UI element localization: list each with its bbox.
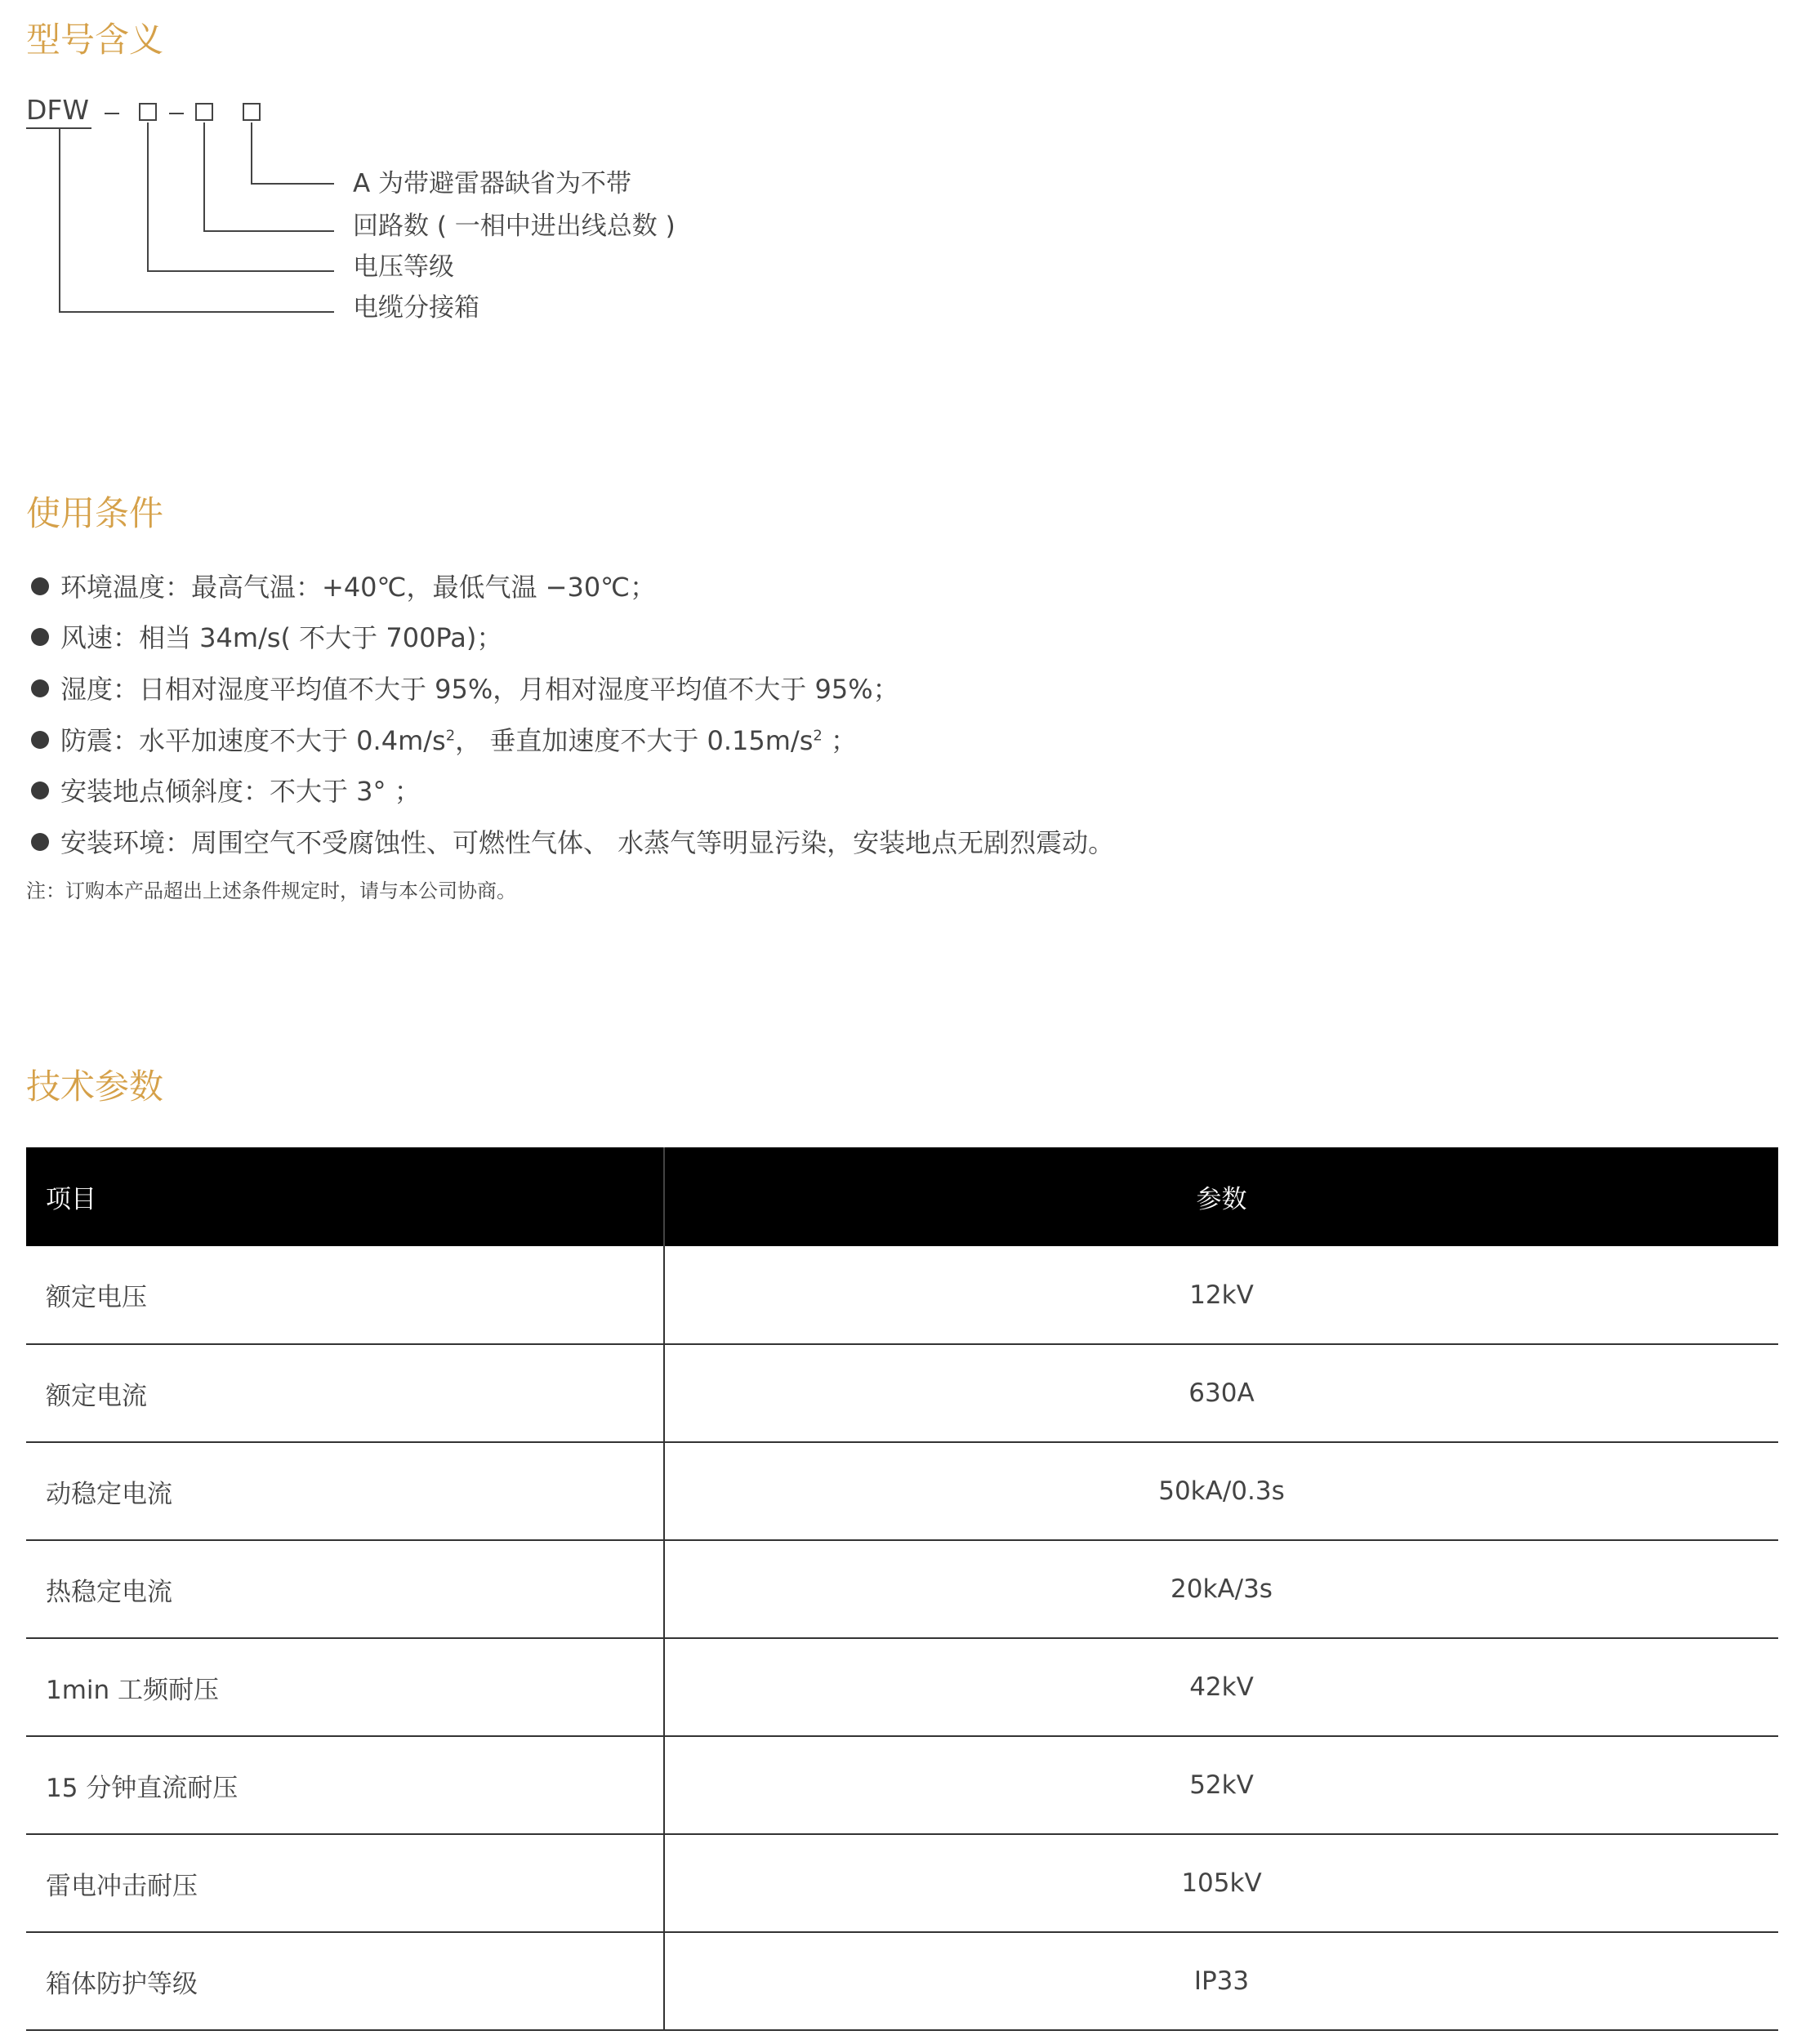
row-item: 额定电流 [26,1344,664,1442]
bullet-icon [31,628,49,646]
leader-line [203,230,334,232]
row-value: 630A [664,1344,1778,1442]
code-placeholder-voltage [139,103,157,121]
row-item: 1min 工频耐压 [26,1638,664,1736]
row-item: 箱体防护等级 [26,1932,664,2030]
row-value: 105kV [664,1834,1778,1932]
leader-line [251,122,252,184]
tech-section-title: 技术参数 [26,1067,164,1107]
condition-text: ； [822,725,858,756]
row-item: 动稳定电流 [26,1442,664,1540]
table-row [26,1442,1778,1540]
header-item: 项目 [26,1147,664,1246]
legend-arrester: A 为带避雷器缺省为不带 [353,169,632,198]
bullet-icon [31,731,49,749]
conditions-section-title: 使用条件 [26,493,164,533]
code-placeholder-arrester [243,103,261,121]
list-item [31,827,1115,858]
row-value: IP33 [664,1932,1778,2030]
row-item: 热稳定电流 [26,1540,664,1638]
code-dash [169,113,184,114]
table-row [26,1834,1778,1932]
bullet-icon [31,782,49,799]
condition-text: 防震：水平加速度不大于 0.4m/s [60,725,446,756]
model-section-title: 型号含义 [26,20,164,60]
model-code-prefix: DFW [26,94,90,126]
condition-text: 湿度：日相对湿度平均值不大于 95%，月相对湿度平均值不大于 95%； [60,674,899,705]
superscript: 2 [445,727,456,745]
legend-voltage: 电压等级 [353,252,454,282]
row-value: 20kA/3s [664,1540,1778,1638]
header-value: 参数 [664,1147,1778,1246]
leader-line [147,122,149,271]
superscript: 2 [813,727,823,745]
legend-cable-box: 电缆分接箱 [353,293,479,323]
list-item [31,572,657,603]
table-row [26,1638,1778,1736]
leader-line [147,270,334,272]
row-item: 雷电冲击耐压 [26,1834,664,1932]
table-row [26,1736,1778,1834]
condition-text: 安装环境：周围空气不受腐蚀性、可燃性气体、 水蒸气等明显污染，安装地点无剧烈震动。 [60,827,1115,858]
leader-line [59,128,60,312]
bullet-icon [31,679,49,697]
condition-text: 环境温度：最高气温：+40℃，最低气温 −30℃； [60,572,657,603]
row-item: 15 分钟直流耐压 [26,1736,664,1834]
table-row [26,1246,1778,1344]
condition-text: 风速：相当 34m/s( 不大于 700Pa)； [60,622,503,653]
list-item [31,725,858,756]
leader-line [59,311,334,313]
bullet-icon [31,577,49,595]
table-row [26,1344,1778,1442]
list-item [31,776,421,807]
row-value: 12kV [664,1246,1778,1344]
table-row [26,1540,1778,1638]
model-code-diagram [0,0,817,343]
code-placeholder-circuits [195,103,213,121]
row-value: 52kV [664,1736,1778,1834]
table-header-row [26,1147,1778,1246]
table-row [26,1932,1778,2030]
conditions-note: 注：订购本产品超出上述条件规定时，请与本公司协商。 [26,879,516,902]
leader-line [251,183,334,185]
row-item: 额定电压 [26,1246,664,1344]
condition-text: ， 垂直加速度不大于 0.15m/s [455,725,814,756]
leader-line [203,122,205,231]
row-value: 42kV [664,1638,1778,1736]
code-dash [105,113,119,114]
legend-circuits: 回路数 ( 一相中进出线总数 ) [353,212,676,241]
condition-text: 安装地点倾斜度：不大于 3° ； [60,776,421,807]
row-value: 50kA/0.3s [664,1442,1778,1540]
bullet-icon [31,833,49,851]
list-item [31,674,899,705]
spec-table [26,1147,1778,2031]
list-item [31,622,503,653]
